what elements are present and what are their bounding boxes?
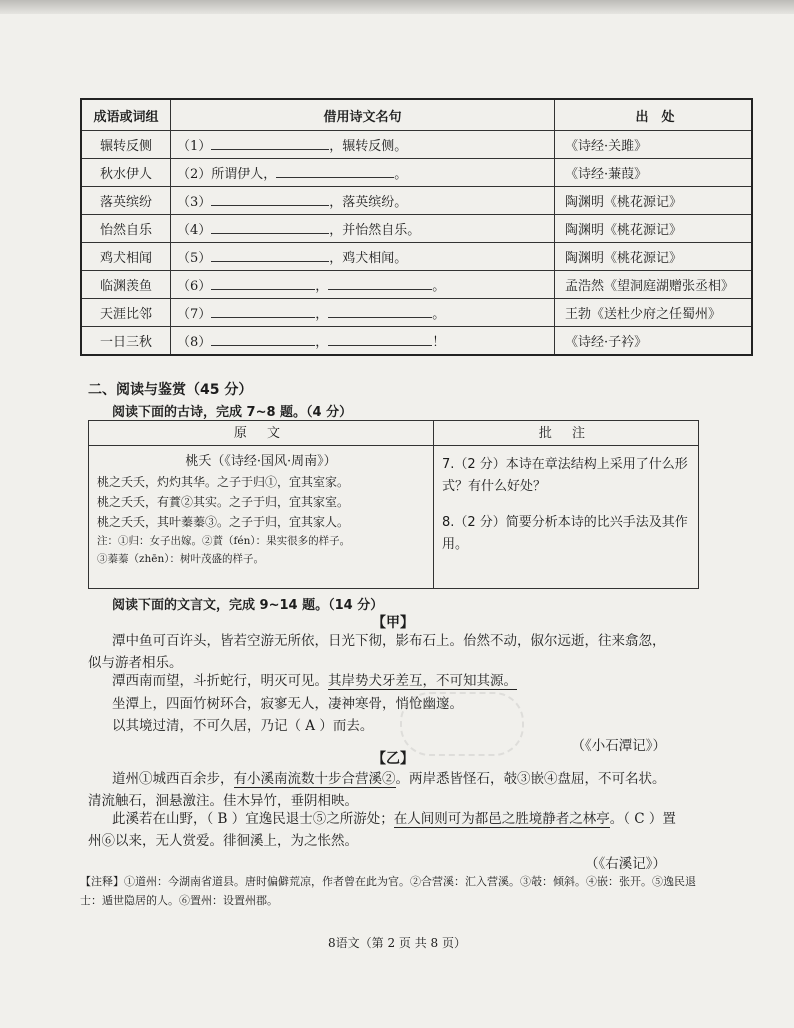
answer-blank[interactable] [211,249,329,262]
header-annotation: 批 注 [434,421,699,446]
idiom-cell: 落英缤纷 [81,187,171,215]
verse-cell [171,299,555,327]
poem-annotation-cell [434,446,699,589]
idiom-cell: 辗转反侧 [81,131,171,159]
passage-b-source: （《右溪记》） [585,856,666,872]
poem-instruction: 阅读下面的古诗，完成 7~8 题。（4 分） [112,405,353,420]
table-row [81,299,752,327]
answer-blank[interactable] [328,277,432,290]
source-cell: 王勃《送杜少府之任蜀州》 [555,299,753,327]
verse-cell [171,243,555,271]
answer-blank[interactable] [211,277,315,290]
poem-table [88,420,699,589]
answer-blank[interactable] [211,221,329,234]
verse-cell [171,327,555,356]
question-7: 7.（2 分）本诗在章法结构上采用了什么形式？有什么好处？ [442,457,688,494]
faint-stamp [400,692,524,756]
idiom-table-header [81,99,752,131]
table-row [81,131,752,159]
source-cell: 《诗经·关雎》 [555,131,753,159]
scan-edge [0,0,794,14]
answer-blank[interactable] [328,305,432,318]
verse-text: ， [315,335,329,350]
underlined-sentence: 有小溪南流数十步合营溪② [233,771,396,787]
verse-cell [171,159,555,187]
question-number: （4） [177,223,212,238]
poem-note: ③蓁蓁（zhēn）：树叶茂盛的样子。 [97,553,265,565]
verse-cell [171,131,555,159]
verse-text: ， [315,307,329,322]
header-verse: 借用诗文名句 [171,99,555,131]
table-row [81,327,752,356]
passage-b-paragraph: 此溪若在山野，（ B ）宜逸民退士⑤之所游处；在人间则可为都邑之胜境静者之林亭。（ C ）置州⑥以来，无人赏爱。徘徊溪上，为之怅然。 [88,811,676,849]
poem-original-cell [89,446,434,589]
poem-line: 桃之夭夭，灼灼其华。之子于归①，宜其室家。 [97,475,350,489]
idiom-cell: 一日三秋 [81,327,171,356]
underlined-sentence: 其岸势犬牙差互，不可知其源。 [328,673,517,689]
question-number: （1） [177,139,212,154]
table-row [81,187,752,215]
poem-line: 桃之夭夭，有蕡②其实。之子于归，宜其家室。 [97,495,350,509]
source-cell: 《诗经·子衿》 [555,327,753,356]
source-cell: 陶渊明《桃花源记》 [555,243,753,271]
answer-blank[interactable] [211,333,315,346]
verse-text: ！ [432,335,446,350]
header-original: 原 文 [89,421,434,446]
passage-b-label: 【乙】 [372,751,414,767]
idiom-cell: 怡然自乐 [81,215,171,243]
idiom-cell: 秋水伊人 [81,159,171,187]
question-number: （6） [177,279,212,294]
answer-blank[interactable] [211,137,329,150]
passage-a-paragraph: 坐潭上，四面竹树环合，寂寥无人，凄神寒骨，悄怆幽邃。 [112,696,463,712]
passage-a-paragraph: 潭中鱼可百许头，皆若空游无所依，日光下彻，影布石上。佁然不动，俶尔远逝，往来翕忽，似与游者相乐。 [88,633,666,671]
verse-text: ，落英缤纷。 [329,195,408,210]
answer-blank[interactable] [211,305,315,318]
answer-blank[interactable] [328,333,432,346]
verse-text: ，并怡然自乐。 [329,223,421,238]
verse-text: 。 [394,167,408,182]
verse-text: ，鸡犬相闻。 [329,251,408,266]
verse-text: ， [315,279,329,294]
underlined-sentence: 在人间则可为都邑之胜境静者之林亭 [393,811,610,827]
idiom-table [80,98,753,356]
answer-blank[interactable] [211,193,329,206]
verse-cell [171,271,555,299]
answer-blank[interactable] [276,165,394,178]
poem-note: 注：①归：女子出嫁。②蕡（fén）：果实很多的样子。 [97,535,351,547]
poem-title: 桃夭（《诗经·国风·周南》） [185,454,337,469]
header-source: 出 处 [555,99,753,131]
source-cell: 《诗经·蒹葭》 [555,159,753,187]
table-row [81,159,752,187]
table-row [81,215,752,243]
verse-text: 。 [432,279,446,294]
idiom-cell: 鸡犬相闻 [81,243,171,271]
source-cell: 陶渊明《桃花源记》 [555,215,753,243]
question-number: （7） [177,307,212,322]
source-cell: 陶渊明《桃花源记》 [555,187,753,215]
source-cell: 孟浩然《望洞庭湖赠张丞相》 [555,271,753,299]
question-number: （3） [177,195,212,210]
question-number: （5） [177,251,212,266]
annotation-footnote: 【注释】①道州：今湖南省道县。唐时偏僻荒凉，作者曾在此为官。②合营溪：汇入营溪。③攲：倾斜。④嵌：张开。⑤逸民退士：遁世隐居的人。⑥置州：设置州郡。 [80,875,696,907]
passage-a-source: （《小石潭记》） [571,738,666,754]
header-idiom: 成语或词组 [81,99,171,131]
passage-a-paragraph: 潭西南而望，斗折蛇行，明灭可见。其岸势犬牙差互，不可知其源。 [112,673,517,689]
table-row [81,271,752,299]
verse-text: 。 [432,307,446,322]
table-row [81,243,752,271]
page-number: 8语文（第 2 页 共 8 页） [328,936,466,950]
verse-text: 所谓伊人， [211,167,277,182]
passage-b-paragraph: 道州①城西百余步，有小溪南流数十步合营溪②。两岸悉皆怪石，攲③嵌④盘屈，不可名状。清流触石，洄悬激注。佳木异竹，垂阴相映。 [88,771,666,809]
idiom-cell: 天涯比邻 [81,299,171,327]
idiom-table-body [81,131,752,356]
question-number: （2） [177,167,212,182]
section-title: 二、阅读与鉴赏（45 分） [88,382,253,398]
question-8: 8.（2 分）简要分析本诗的比兴手法及其作用。 [442,515,688,552]
prose-instruction: 阅读下面的文言文，完成 9~14 题。（14 分） [112,598,384,613]
idiom-cell: 临渊羡鱼 [81,271,171,299]
passage-a-paragraph: 以其境过清，不可久居，乃记（ A ）而去。 [112,718,374,734]
passage-a-label: 【甲】 [372,615,414,631]
poem-line: 桃之夭夭，其叶蓁蓁③。之子于归，宜其家人。 [97,515,350,529]
question-number: （8） [177,335,212,350]
verse-cell [171,215,555,243]
verse-text: ，辗转反侧。 [329,139,408,154]
verse-cell [171,187,555,215]
